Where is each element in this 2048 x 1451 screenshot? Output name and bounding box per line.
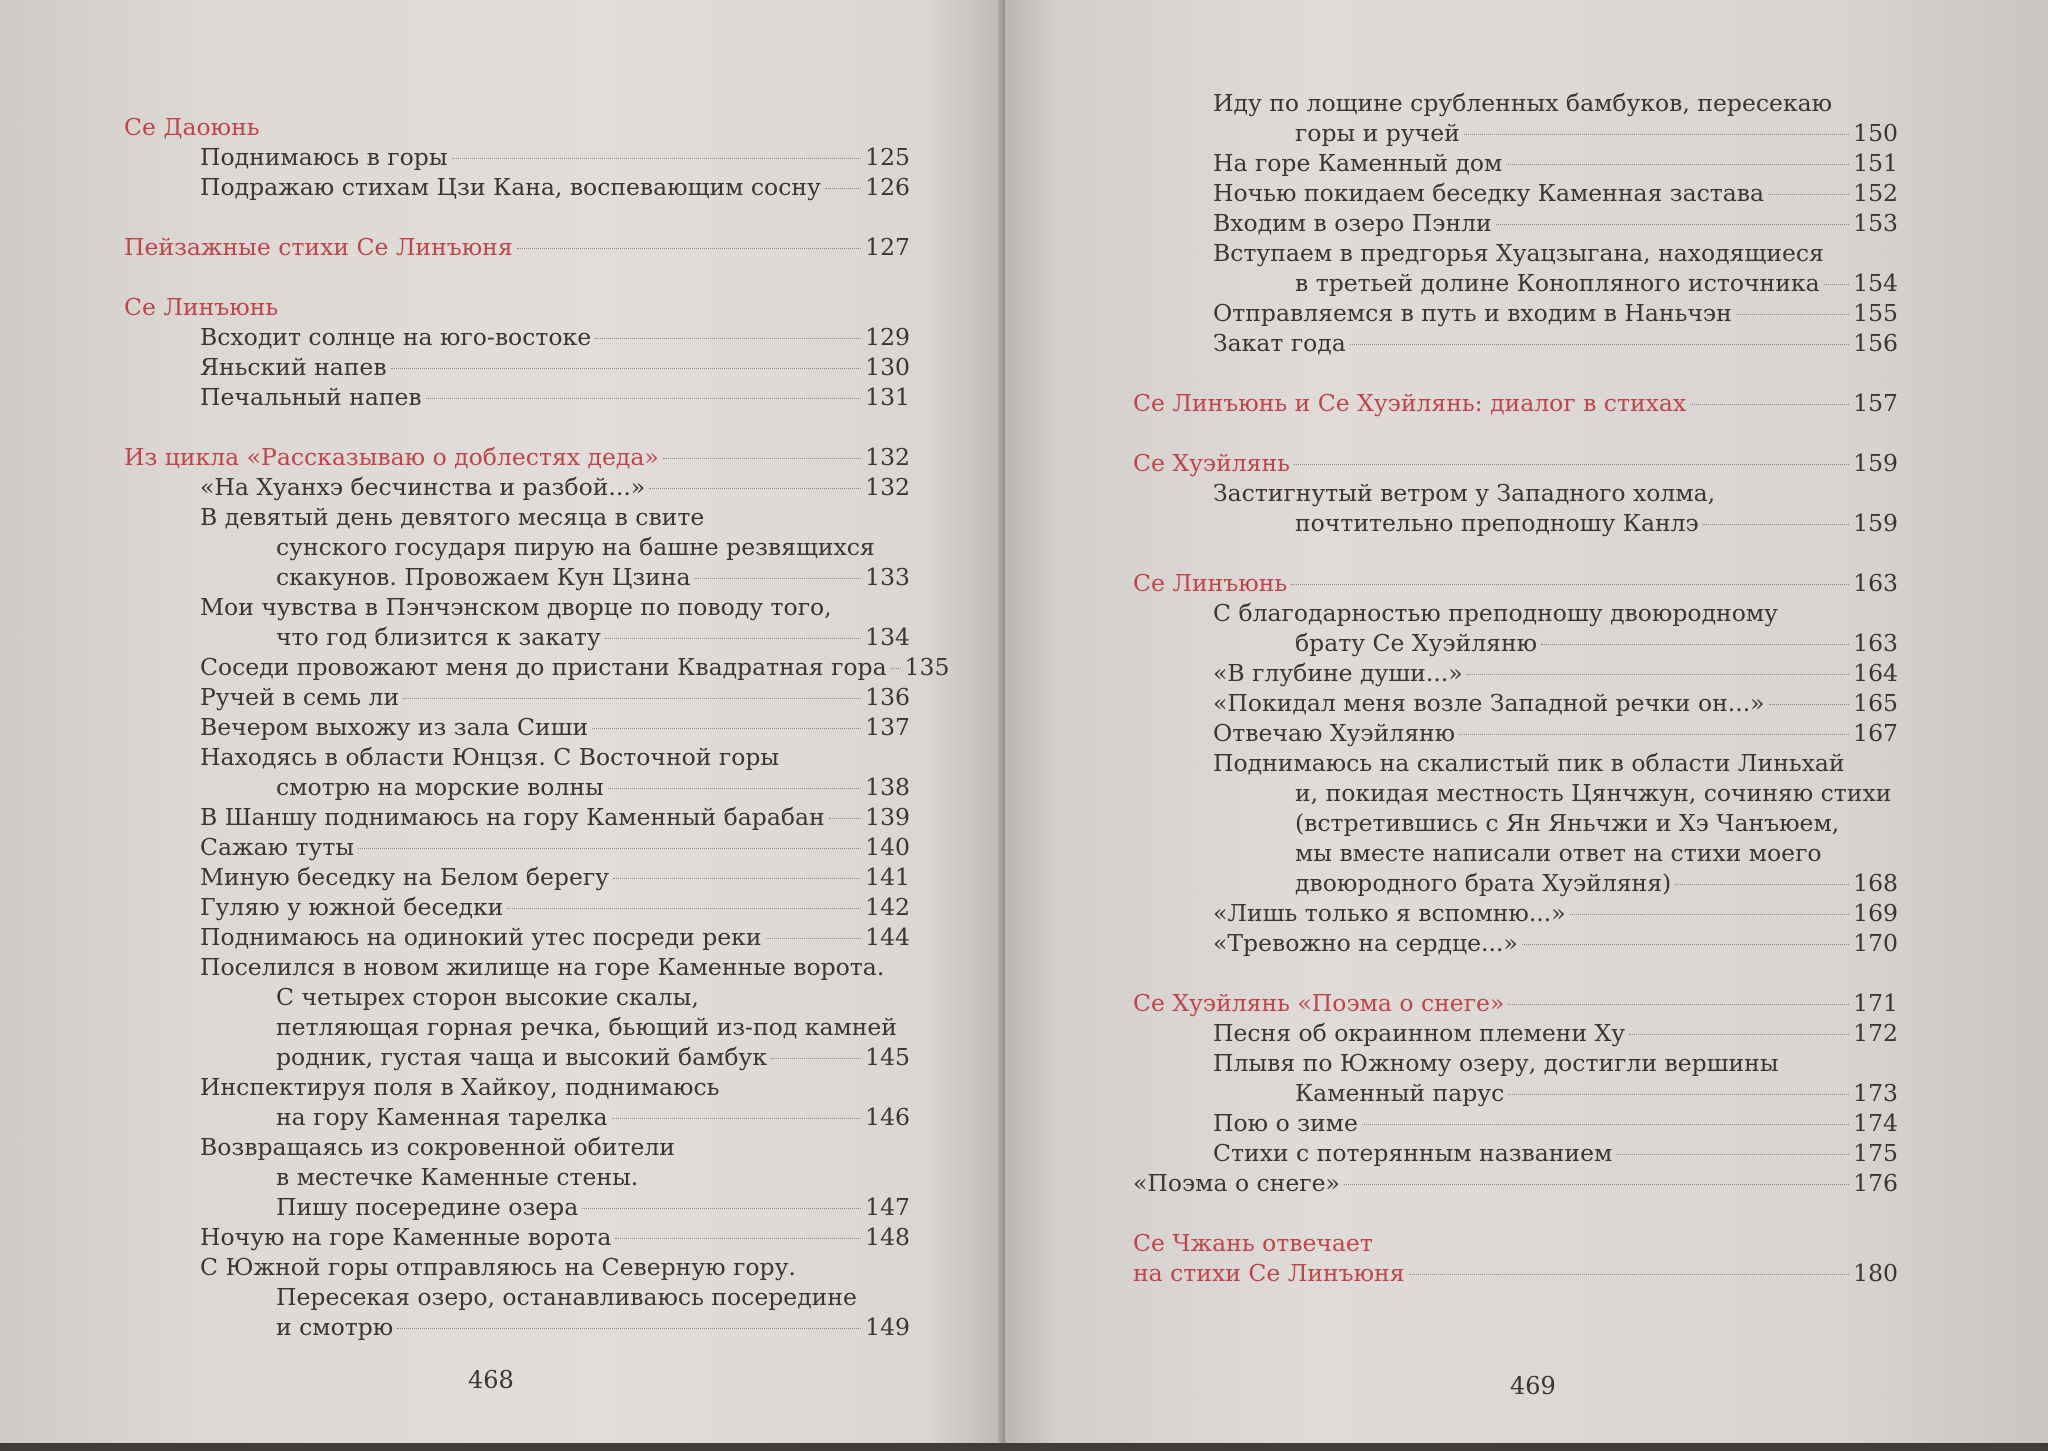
- toc-entry: [124, 1222, 910, 1252]
- toc-page-number: 141: [865, 863, 910, 891]
- toc-page-number: 148: [865, 1223, 910, 1251]
- toc-entry-title: Соседи провожают меня до пристани Квадратная гора: [200, 653, 887, 681]
- dot-leader: [1459, 734, 1849, 735]
- toc-entry-title: Инспектируя поля в Хайкоу, поднимаюсь: [200, 1073, 720, 1101]
- toc-entry: [1133, 808, 1898, 838]
- toc-entry-title: Пишу посередине озера: [276, 1193, 579, 1221]
- dot-leader: [612, 1118, 862, 1119]
- toc-entry: [124, 382, 910, 412]
- dot-leader: [1824, 284, 1850, 285]
- toc-entry-title: на стихи Се Линъюня: [1133, 1259, 1405, 1287]
- toc-entry-title: На горе Каменный дом: [1213, 149, 1503, 177]
- toc-page-number: 137: [865, 713, 910, 741]
- dot-leader: [1344, 1184, 1849, 1185]
- toc-entry: [124, 862, 910, 892]
- toc-entry-title: Плывя по Южному озеру, достигли вершины: [1213, 1049, 1779, 1077]
- page-number-left: 468: [468, 1366, 514, 1394]
- toc-page-number: 180: [1853, 1259, 1898, 1287]
- toc-page-number: 172: [1853, 1019, 1898, 1047]
- toc-entry: [124, 1102, 910, 1132]
- dot-leader: [1690, 404, 1849, 405]
- toc-entry-title: В Шаншу поднимаюсь на гору Каменный барабан: [200, 803, 825, 831]
- toc-entry-title: Яньский напев: [200, 353, 387, 381]
- toc-page-number: 157: [1853, 389, 1898, 417]
- toc-entry: [124, 682, 910, 712]
- toc-entry: [124, 742, 910, 772]
- dot-leader: [1506, 164, 1849, 165]
- dot-leader: [1769, 704, 1850, 705]
- toc-entry: [1133, 748, 1898, 778]
- dot-leader: [613, 878, 861, 879]
- toc-entry-title: Вечером выхожу из зала Сиши: [200, 713, 589, 741]
- toc-entry-title: Из цикла «Рассказываю о доблестях деда»: [124, 443, 659, 471]
- section-gap: [124, 202, 1005, 232]
- toc-page-number: 164: [1853, 659, 1898, 687]
- toc-entry: [124, 502, 910, 532]
- toc-entry-title: и, покидая местность Цянчжун, сочиняю стихи: [1295, 779, 1892, 807]
- toc-entry: [1133, 1018, 1898, 1048]
- toc-entry: [124, 142, 910, 172]
- toc-entry-title: смотрю на морские волны: [276, 773, 604, 801]
- dot-leader: [1522, 944, 1849, 945]
- toc-entry-title: Миную беседку на Белом берегу: [200, 863, 610, 891]
- toc-page-number: 163: [1853, 629, 1898, 657]
- toc-entry: [124, 532, 910, 562]
- toc-page-number: 171: [1853, 989, 1898, 1017]
- toc-entry-title: Ручей в семь ли: [200, 683, 400, 711]
- toc-entry-title: скакунов. Провожаем Кун Цзина: [276, 563, 691, 591]
- toc-entry-title: Отправляемся в путь и входим в Наньчэн: [1213, 299, 1732, 327]
- toc-entry-title: Сажаю туты: [200, 833, 355, 861]
- dot-leader: [615, 1238, 861, 1239]
- toc-entry: [124, 592, 910, 622]
- toc-entry-title: Ночью покидаем беседку Каменная застава: [1213, 179, 1765, 207]
- toc-entry: [1133, 1168, 1898, 1198]
- toc-entry-title: Се Линъюнь: [124, 293, 279, 321]
- section-gap: [124, 412, 1005, 442]
- toc-entry-title: родник, густая чаща и высокий бамбук: [276, 1043, 768, 1071]
- dot-leader: [1570, 914, 1850, 915]
- dot-leader: [507, 908, 861, 909]
- toc-entry-title: «Тревожно на сердце...»: [1213, 929, 1518, 957]
- toc-page-number: 147: [865, 1193, 910, 1221]
- toc-entry-title: двоюродного брата Хуэйляня): [1295, 869, 1672, 897]
- toc-entry: [1133, 898, 1898, 928]
- toc-entry: [1133, 148, 1898, 178]
- toc-entry-title: «Покидал меня возле Западной речки он...»: [1213, 689, 1765, 717]
- section-gap: [1133, 1198, 2048, 1228]
- toc-section-heading: [1133, 1258, 1898, 1288]
- toc-page-number: 174: [1853, 1109, 1898, 1137]
- toc-entry-title: Поднимаюсь на одинокий утес посреди реки: [200, 923, 762, 951]
- toc-entry-title: Гуляю у южной беседки: [200, 893, 504, 921]
- toc-page-number: 145: [865, 1043, 910, 1071]
- toc-page-number: 154: [1853, 269, 1898, 297]
- toc-section-heading: [1133, 448, 1898, 478]
- toc-entry-title: (встретившись с Ян Яньчжи и Хэ Чанъюем,: [1295, 809, 1840, 837]
- toc-page-number: 139: [865, 803, 910, 831]
- toc-page-number: 126: [865, 173, 910, 201]
- toc-entry-title: С четырех сторон высокие скалы,: [276, 983, 699, 1011]
- toc-page-number: 125: [865, 143, 910, 171]
- toc-entry: [124, 982, 910, 1012]
- toc-page-number: 138: [865, 773, 910, 801]
- dot-leader: [403, 698, 861, 699]
- toc-entry-title: Каменный парус: [1295, 1079, 1505, 1107]
- toc-page-number: 155: [1853, 299, 1898, 327]
- toc-entry: [1133, 508, 1898, 538]
- toc-page-number: 167: [1853, 719, 1898, 747]
- toc-entry-title: горы и ручей: [1295, 119, 1460, 147]
- toc-entry: [1133, 1048, 1898, 1078]
- dot-leader: [695, 578, 862, 579]
- dot-leader: [1616, 1154, 1849, 1155]
- toc-page-number: 130: [865, 353, 910, 381]
- toc-page-number: 169: [1853, 899, 1898, 927]
- toc-entry-title: «Поэма о снеге»: [1133, 1169, 1340, 1197]
- toc-entry: [1133, 628, 1898, 658]
- toc-entry-title: Входим в озеро Пэнли: [1213, 209, 1492, 237]
- dot-leader: [517, 248, 861, 249]
- toc-entry: [124, 1012, 910, 1042]
- dot-leader: [426, 398, 861, 399]
- toc-entry-title: Поселился в новом жилище на горе Каменные ворота.: [200, 953, 885, 981]
- toc-page-number: 152: [1853, 179, 1898, 207]
- toc-entry-title: Стихи с потерянным названием: [1213, 1139, 1613, 1167]
- toc-entry: [1133, 88, 1898, 118]
- toc-entry: [124, 652, 950, 682]
- dot-leader: [595, 338, 861, 339]
- right-page: [1005, 0, 2048, 1451]
- toc-page-number: 142: [865, 893, 910, 921]
- toc-entry: [1133, 688, 1898, 718]
- toc-page-number: 140: [865, 833, 910, 861]
- toc-entry-title: Се Линъюнь: [1133, 569, 1288, 597]
- toc-entry: [124, 1192, 910, 1222]
- toc-entry: [1133, 928, 1898, 958]
- toc-page-number: 175: [1853, 1139, 1898, 1167]
- toc-page-number: 170: [1853, 929, 1898, 957]
- toc-page-number: 159: [1853, 509, 1898, 537]
- dot-leader: [1629, 1034, 1849, 1035]
- toc-section-heading: [1133, 568, 1898, 598]
- toc-entry-title: почтительно преподношу Канлэ: [1295, 509, 1699, 537]
- toc-page-number: 135: [904, 653, 950, 681]
- toc-page-number: 153: [1853, 209, 1898, 237]
- toc-entry: [124, 322, 910, 352]
- toc-entry: [124, 1042, 910, 1072]
- toc-section-heading: [1133, 1228, 1898, 1258]
- toc-entry-title: С благодарностью преподношу двоюродному: [1213, 599, 1778, 627]
- dot-leader: [1675, 884, 1849, 885]
- toc-entry: [124, 832, 910, 862]
- dot-leader: [1362, 1124, 1849, 1125]
- toc-entry: [124, 1072, 910, 1102]
- toc-entry-title: Се Даоюнь: [124, 113, 260, 141]
- dot-leader: [1768, 194, 1849, 195]
- toc-entry: [1133, 208, 1898, 238]
- dot-leader: [1464, 134, 1849, 135]
- dot-leader: [358, 848, 861, 849]
- toc-entry-title: Иду по лощине срубленных бамбуков, пересекаю: [1213, 89, 1833, 117]
- dot-leader: [582, 1208, 861, 1209]
- toc-entry-title: Вступаем в предгорья Хуацзыгана, находящиеся: [1213, 239, 1824, 267]
- toc-entry-title: Застигнутый ветром у Западного холма,: [1213, 479, 1716, 507]
- toc-page-number: 159: [1853, 449, 1898, 477]
- toc-page-number: 127: [865, 233, 910, 261]
- toc-page-number: 133: [865, 563, 910, 591]
- toc-entry-title: что год близится к закату: [276, 623, 601, 651]
- toc-entry-title: Поднимаюсь в горы: [200, 143, 448, 171]
- toc-entry-title: Возвращаясь из сокровенной обители: [200, 1133, 675, 1161]
- toc-entry: [1133, 1078, 1898, 1108]
- dot-leader: [1541, 644, 1849, 645]
- toc-entry: [1133, 1108, 1898, 1138]
- toc-page-number: 156: [1853, 329, 1898, 357]
- toc-entry-title: Ночую на горе Каменные ворота: [200, 1223, 612, 1251]
- section-gap: [1133, 418, 2048, 448]
- toc-entry-title: Песня об окраинном племени Ху: [1213, 1019, 1626, 1047]
- toc-section-heading: [124, 292, 910, 322]
- toc-entry-title: и смотрю: [276, 1313, 394, 1341]
- right-table-of-contents: [1133, 88, 2048, 1288]
- section-gap: [124, 262, 1005, 292]
- toc-entry: [124, 952, 910, 982]
- table-edge: [0, 1443, 2048, 1451]
- toc-entry-title: Се Хуэйлянь: [1133, 449, 1290, 477]
- toc-entry-title: на гору Каменная тарелка: [276, 1103, 608, 1131]
- section-gap: [1133, 358, 2048, 388]
- toc-page-number: 173: [1853, 1079, 1898, 1107]
- dot-leader: [1350, 344, 1849, 345]
- toc-entry-title: Закат года: [1213, 329, 1346, 357]
- section-gap: [1133, 538, 2048, 568]
- toc-entry: [124, 922, 910, 952]
- dot-leader: [1467, 674, 1850, 675]
- dot-leader: [592, 728, 861, 729]
- toc-entry-title: Печальный напев: [200, 383, 422, 411]
- dot-leader: [1703, 524, 1849, 525]
- dot-leader: [1291, 584, 1849, 585]
- toc-entry: [1133, 1138, 1898, 1168]
- toc-entry: [124, 712, 910, 742]
- dot-leader: [649, 488, 861, 489]
- page-number-right: 469: [1510, 1372, 1556, 1400]
- toc-page-number: 168: [1853, 869, 1898, 897]
- toc-entry-title: «На Хуанхэ бесчинства и разбой...»: [200, 473, 646, 501]
- toc-entry: [1133, 658, 1898, 688]
- toc-entry-title: сунского государя пирую на башне резвящихся: [276, 533, 875, 561]
- dot-leader: [1409, 1274, 1850, 1275]
- toc-entry-title: Се Хуэйлянь «Поэма о снеге»: [1133, 989, 1505, 1017]
- toc-entry-title: Се Линъюнь и Се Хуэйлянь: диалог в стихах: [1133, 389, 1687, 417]
- toc-entry-title: Пейзажные стихи Се Линъюня: [124, 233, 513, 261]
- dot-leader: [771, 1058, 861, 1059]
- dot-leader: [1736, 314, 1849, 315]
- toc-entry: [124, 1132, 910, 1162]
- toc-entry-title: петляющая горная речка, бьющий из-под камней: [276, 1013, 897, 1041]
- toc-page-number: 146: [865, 1103, 910, 1131]
- toc-entry: [1133, 778, 1898, 808]
- toc-entry: [1133, 178, 1898, 208]
- toc-page-number: 149: [865, 1313, 910, 1341]
- toc-entry: [1133, 478, 1898, 508]
- toc-section-heading: [1133, 388, 1898, 418]
- toc-entry: [124, 892, 910, 922]
- dot-leader: [1508, 1094, 1849, 1095]
- toc-page-number: 129: [865, 323, 910, 351]
- toc-entry-title: С Южной горы отправляюсь на Северную гору.: [200, 1253, 796, 1281]
- toc-page-number: 163: [1853, 569, 1898, 597]
- toc-entry-title: мы вместе написали ответ на стихи моего: [1295, 839, 1822, 867]
- toc-entry: [1133, 298, 1898, 328]
- toc-entry: [124, 562, 910, 592]
- toc-entry-title: Мои чувства в Пэнчэнском дворце по поводу того,: [200, 593, 832, 621]
- toc-page-number: 136: [865, 683, 910, 711]
- left-page: [0, 0, 1005, 1451]
- toc-entry-title: «Лишь только я вспомню...»: [1213, 899, 1566, 927]
- toc-page-number: 144: [865, 923, 910, 951]
- toc-page-number: 131: [865, 383, 910, 411]
- dot-leader: [663, 458, 861, 459]
- dot-leader: [608, 788, 861, 789]
- dot-leader: [766, 938, 862, 939]
- toc-entry-title: Отвечаю Хуэйляню: [1213, 719, 1456, 747]
- toc-entry: [1133, 838, 1898, 868]
- toc-page-number: 176: [1853, 1169, 1898, 1197]
- toc-page-number: 132: [865, 443, 910, 471]
- toc-entry-title: Пою о зиме: [1213, 1109, 1358, 1137]
- toc-page-number: 151: [1853, 149, 1898, 177]
- toc-entry-title: В девятый день девятого месяца в свите: [200, 503, 705, 531]
- toc-section-heading: [124, 232, 910, 262]
- dot-leader: [1508, 1004, 1849, 1005]
- dot-leader: [891, 668, 901, 669]
- dot-leader: [397, 1328, 861, 1329]
- dot-leader: [825, 188, 861, 189]
- toc-entry: [124, 352, 910, 382]
- toc-entry: [124, 1282, 910, 1312]
- toc-entry-title: Се Чжань отвечает: [1133, 1229, 1373, 1257]
- toc-entry: [1133, 238, 1898, 268]
- dot-leader: [391, 368, 862, 369]
- toc-section-heading: [1133, 988, 1898, 1018]
- toc-entry: [1133, 328, 1898, 358]
- dot-leader: [1496, 224, 1849, 225]
- toc-entry: [124, 472, 910, 502]
- toc-entry: [1133, 868, 1898, 898]
- toc-entry-title: в местечке Каменные стены.: [276, 1163, 639, 1191]
- dot-leader: [829, 818, 861, 819]
- toc-entry: [124, 1162, 910, 1192]
- toc-entry-title: Подражаю стихам Цзи Кана, воспевающим сосну: [200, 173, 821, 201]
- toc-entry: [124, 802, 910, 832]
- toc-entry: [124, 772, 910, 802]
- toc-page-number: 165: [1853, 689, 1898, 717]
- toc-entry-title: Поднимаюсь на скалистый пик в области Линьхай: [1213, 749, 1845, 777]
- toc-entry-title: «В глубине души...»: [1213, 659, 1463, 687]
- toc-entry: [124, 622, 910, 652]
- toc-page-number: 150: [1853, 119, 1898, 147]
- toc-page-number: 134: [865, 623, 910, 651]
- toc-section-heading: [124, 112, 910, 142]
- toc-entry: [1133, 118, 1898, 148]
- toc-entry: [1133, 268, 1898, 298]
- toc-entry: [1133, 718, 1898, 748]
- toc-entry-title: Пересекая озеро, останавливаюсь посередине: [276, 1283, 857, 1311]
- toc-entry: [124, 1252, 910, 1282]
- toc-entry-title: Находясь в области Юнцзя. С Восточной горы: [200, 743, 780, 771]
- left-table-of-contents: [124, 112, 1005, 1342]
- toc-entry-title: брату Се Хуэйляню: [1295, 629, 1538, 657]
- toc-entry-title: Всходит солнце на юго-востоке: [200, 323, 592, 351]
- section-gap: [1133, 958, 2048, 988]
- toc-entry-title: в третьей долине Конопляного источника: [1295, 269, 1820, 297]
- dot-leader: [452, 158, 862, 159]
- dot-leader: [605, 638, 861, 639]
- toc-entry: [124, 172, 910, 202]
- toc-section-heading: [124, 442, 910, 472]
- toc-page-number: 132: [865, 473, 910, 501]
- dot-leader: [1294, 464, 1849, 465]
- toc-entry: [124, 1312, 910, 1342]
- toc-entry: [1133, 598, 1898, 628]
